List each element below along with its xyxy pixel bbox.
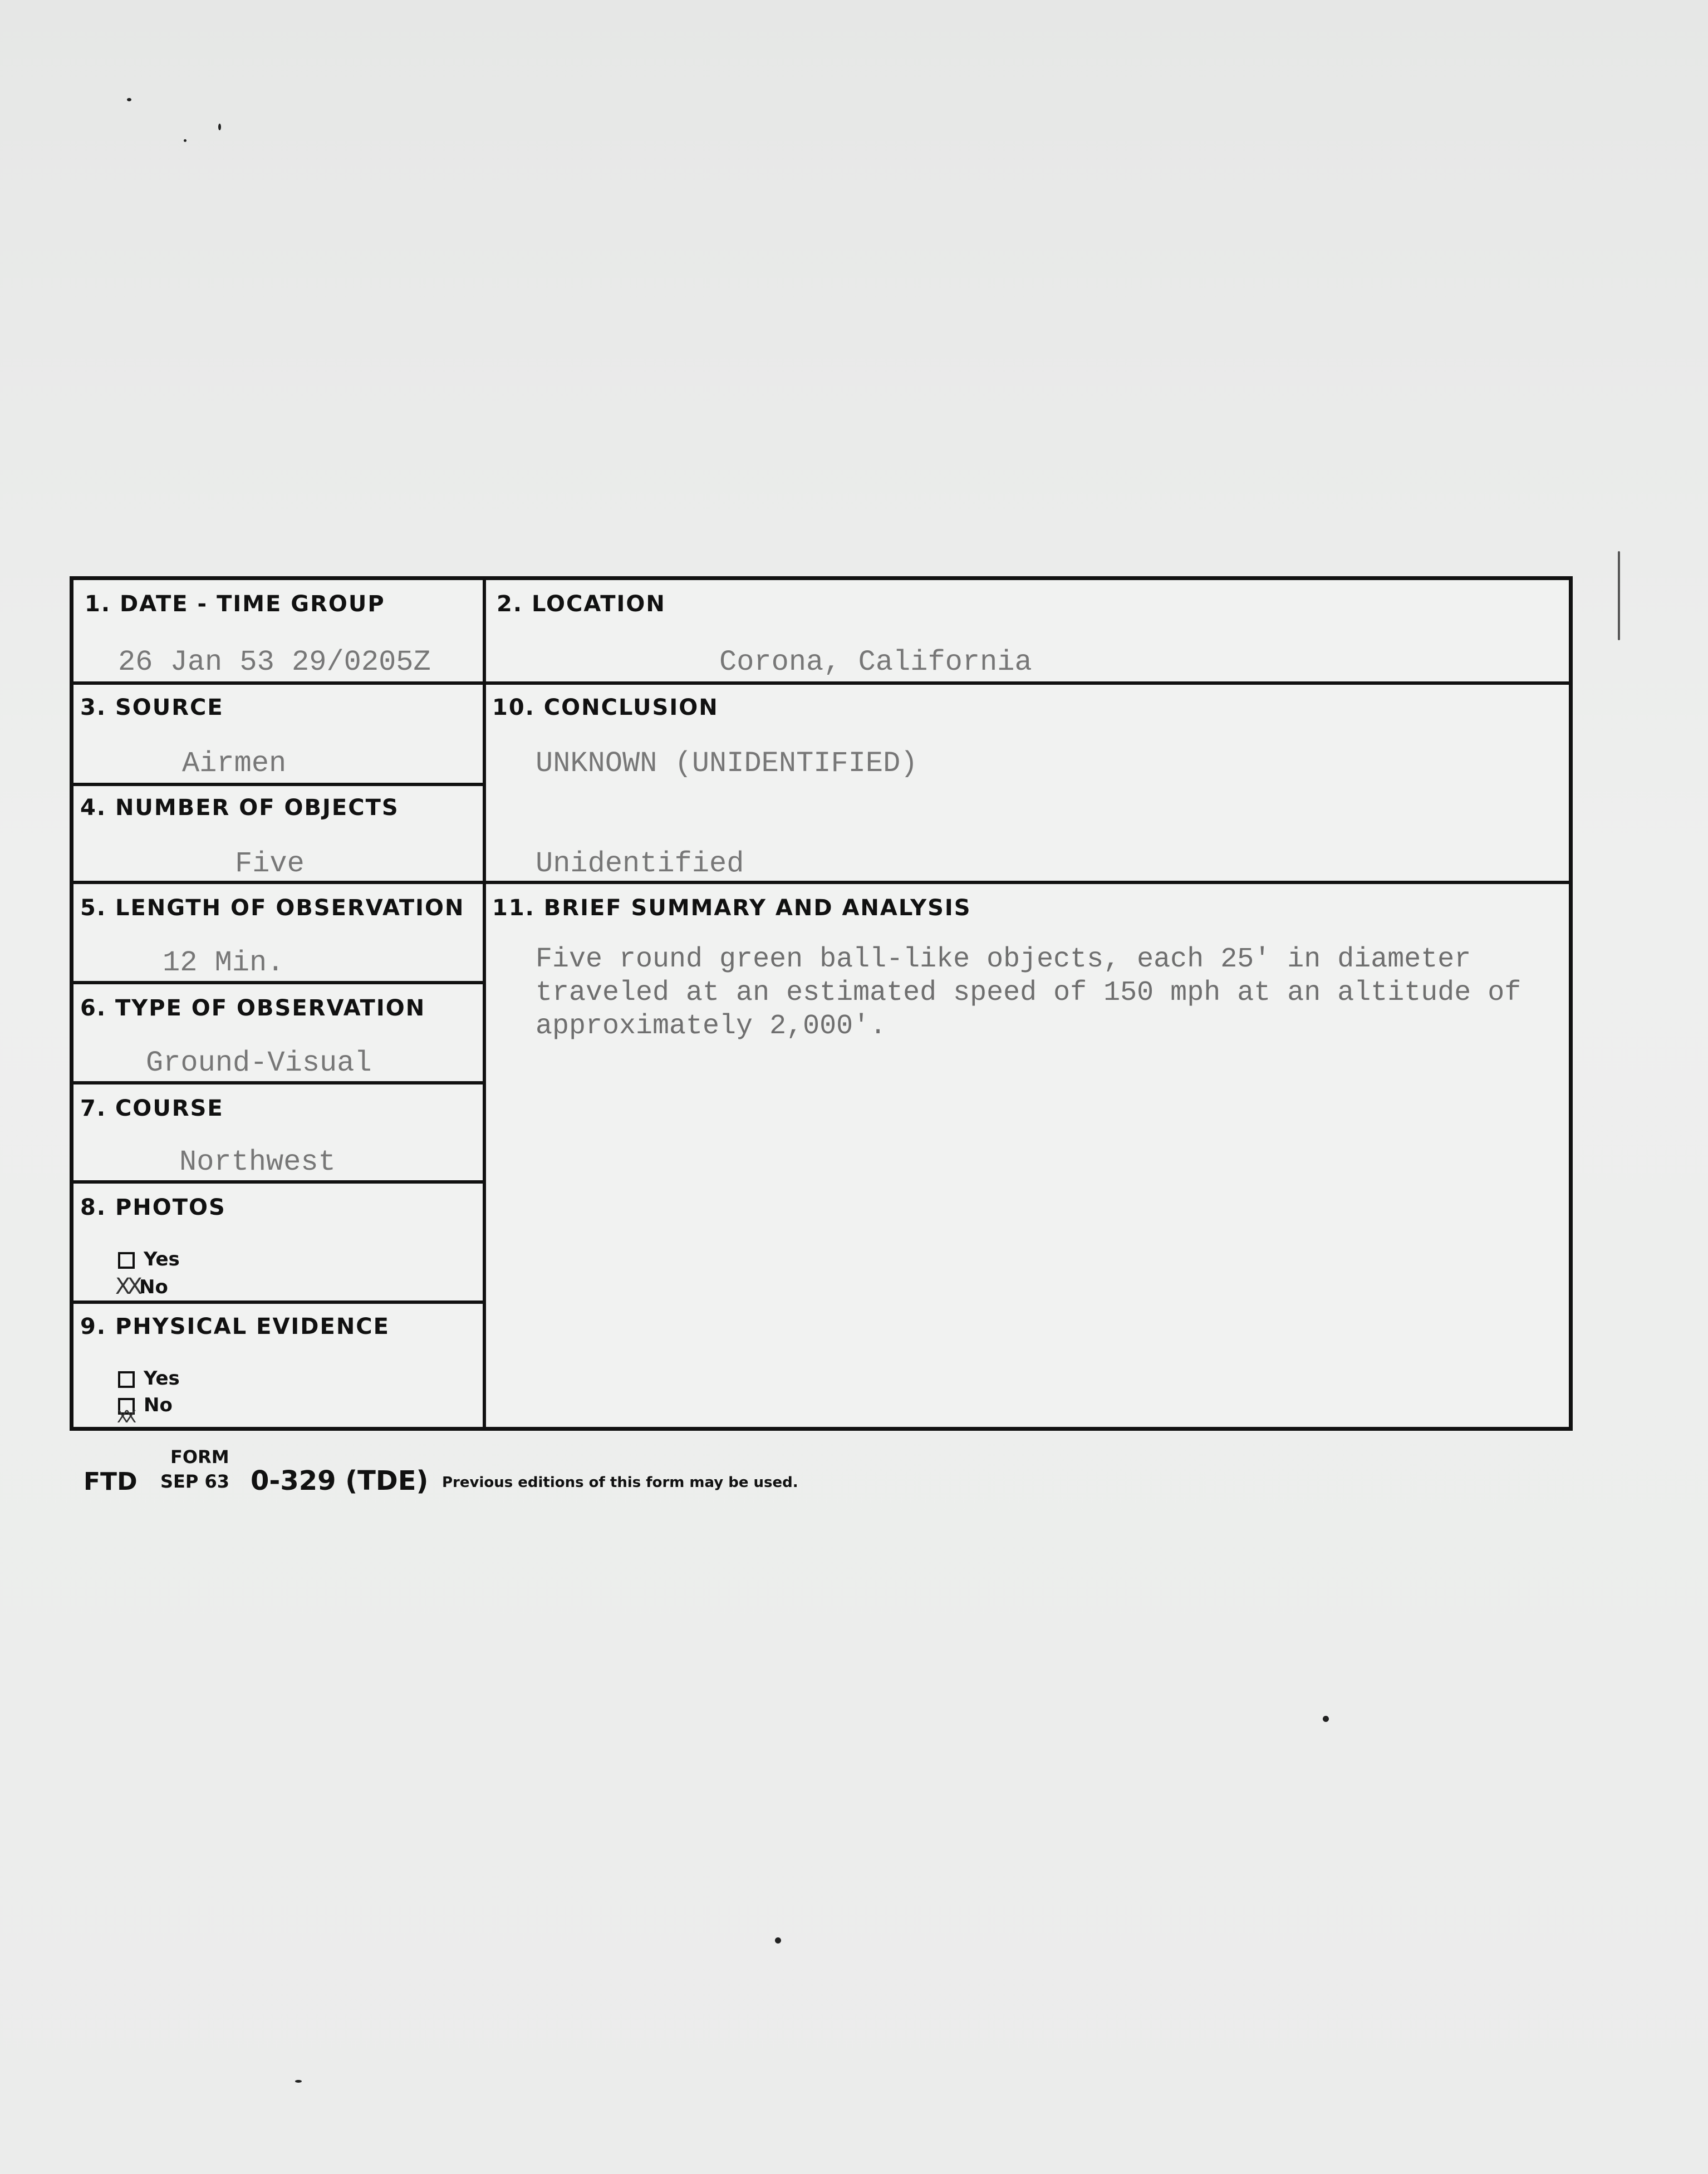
summary-line: Five round green ball-like objects, each 25' in diameter <box>536 944 1471 975</box>
speck <box>775 1937 781 1944</box>
source-label: 3. SOURCE <box>80 695 224 720</box>
date-time-group-value: 26 Jan 53 29/0205Z <box>118 646 431 679</box>
photos-no-x-mark: XX <box>115 1274 139 1299</box>
photos-no-label: No <box>139 1276 168 1298</box>
physical-evidence-yes-option[interactable] <box>118 1367 180 1390</box>
summary-line: approximately 2,000'. <box>536 1010 887 1042</box>
checkbox[interactable] <box>118 1371 135 1388</box>
speck <box>127 98 131 101</box>
divider <box>73 881 1570 884</box>
conclusion-value-secondary: Unidentified <box>536 847 744 880</box>
conclusion-label: 10. CONCLUSION <box>492 695 719 720</box>
summary-label: 11. BRIEF SUMMARY AND ANALYSIS <box>492 895 971 921</box>
length-of-observation-value: 12 Min. <box>163 946 284 979</box>
date-time-group-label: 1. DATE - TIME GROUP <box>85 591 385 617</box>
speck <box>1618 551 1620 640</box>
divider <box>73 681 1570 685</box>
divider <box>73 1081 484 1084</box>
divider <box>73 1301 484 1304</box>
footer-note: Previous editions of this form may be used. <box>442 1474 798 1491</box>
footer-form-word: FORM <box>170 1446 229 1468</box>
photos-no-option[interactable] <box>139 1276 168 1298</box>
physical-evidence-yes-label: Yes <box>144 1367 180 1390</box>
physical-evidence-no-x-mark: XX <box>117 1407 134 1427</box>
physical-evidence-label: 9. PHYSICAL EVIDENCE <box>80 1314 390 1339</box>
course-label: 7. COURSE <box>80 1096 224 1121</box>
speck <box>184 139 186 142</box>
photos-yes-option[interactable] <box>118 1248 180 1270</box>
length-of-observation-label: 5. LENGTH OF OBSERVATION <box>80 895 465 921</box>
divider <box>73 981 484 984</box>
speck <box>218 124 221 130</box>
photos-yes-label: Yes <box>144 1248 180 1270</box>
physical-evidence-no-label: No <box>144 1394 173 1416</box>
type-of-observation-label: 6. TYPE OF OBSERVATION <box>80 995 426 1021</box>
checkbox[interactable] <box>118 1252 135 1269</box>
number-of-objects-label: 4. NUMBER OF OBJECTS <box>80 795 399 821</box>
location-label: 2. LOCATION <box>497 591 666 617</box>
footer-date: SEP 63 <box>160 1471 230 1492</box>
speck <box>295 2080 302 2083</box>
location-value: Corona, California <box>719 646 1032 679</box>
report-form <box>70 576 1573 1431</box>
summary-line: traveled at an estimated speed of 150 mph at an altitude of <box>536 977 1522 1009</box>
number-of-objects-value: Five <box>235 847 305 880</box>
type-of-observation-value: Ground-Visual <box>146 1047 372 1079</box>
footer-ftd: FTD <box>84 1468 138 1496</box>
speck <box>1323 1716 1329 1722</box>
summary-text <box>536 943 1582 1043</box>
conclusion-value: UNKNOWN (UNIDENTIFIED) <box>536 747 918 780</box>
photos-label: 8. PHOTOS <box>80 1195 226 1220</box>
divider <box>73 783 484 786</box>
source-value: Airmen <box>182 747 287 780</box>
footer-form-number: 0-329 (TDE) <box>251 1465 429 1496</box>
divider <box>73 1180 484 1184</box>
course-value: Northwest <box>179 1146 336 1179</box>
